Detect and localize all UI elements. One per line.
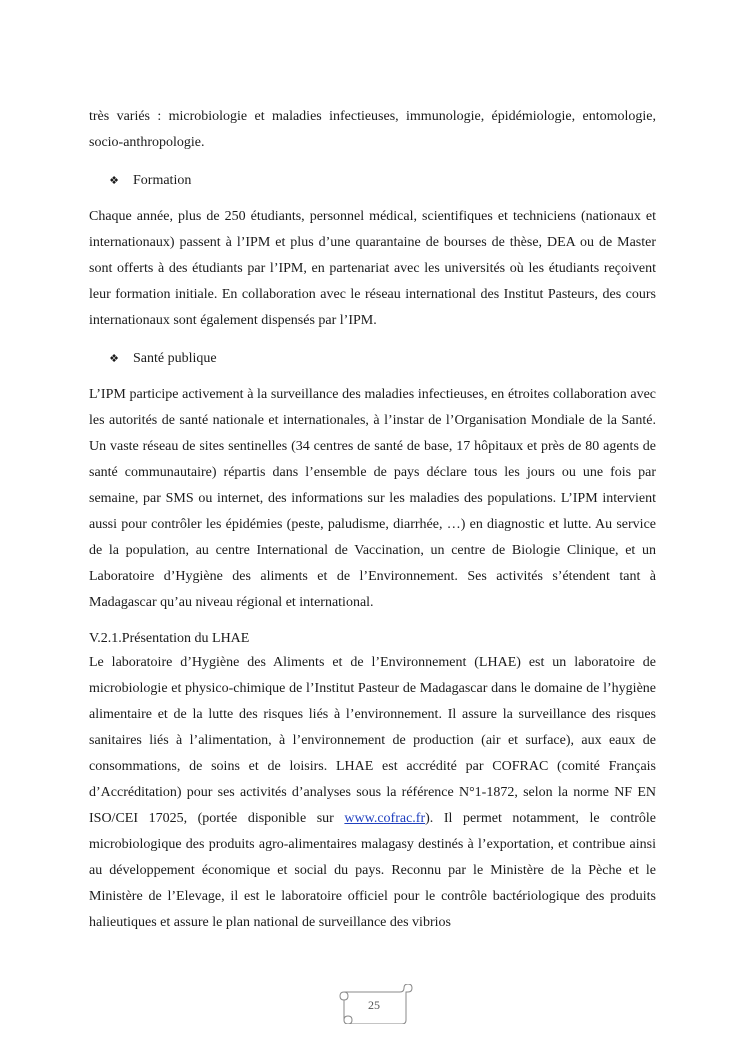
section-title-lhae: V.2.1.Présentation du LHAE xyxy=(89,631,250,646)
paragraph-research-areas: très variés : microbiologie et maladies infectieuses, immunologie, épidémiologie, entomologie, socio-anthropologie. xyxy=(89,109,656,150)
page-number: 25 xyxy=(368,998,380,1012)
bullet-sante-publique-label: Santé publique xyxy=(133,351,217,366)
document-body xyxy=(89,104,656,936)
paragraph-formation: Chaque année, plus de 250 étudiants, personnel médical, scientifiques et techniciens (nationaux et internationaux) passent à l’IPM et plus d’une quarantaine de bourses de thèse, DEA ou de Master sont offerts à des étudiants par l’IPM, en partenariat avec les universités où les étudiants reçoivent leur formation initiale. En collaboration avec le réseau international des Institut Pasteurs, des cours internationaux sont également dispensés par l’IPM. xyxy=(89,209,656,328)
paragraph-lhae-text-after-link: ). Il permet notamment, le contrôle microbiologique des produits agro-alimentaires malagasy destinés à l’exportation, et contribue ainsi au développement économique et social du pays. Reconnu par le Ministère de la Pèche et le Ministère de l’Elevage, il est le laboratoire officiel pour le contrôle bactériologique des produits halieutiques et assure le plan national de surveillance des vibrios xyxy=(89,811,656,930)
diamond-bullet-icon: ❖ xyxy=(109,174,119,187)
diamond-bullet-icon: ❖ xyxy=(109,352,119,365)
paragraph-lhae xyxy=(89,650,656,936)
bullet-sante-publique xyxy=(89,346,656,372)
paragraph-sante-publique: L’IPM participe activement à la surveillance des maladies infectieuses, en étroites collaboration avec les autorités de santé nationale et internationales, à l’instar de l’Organisation Mondiale de la Santé. Un vaste réseau de sites sentinelles (34 centres de santé de base, 17 hôpitaux et près de 80 agents de santé communautaire) répartis dans l’ensemble de pays déclare tous les jours ou une fois par semaine, par SMS ou internet, des informations sur les maladies des populations. L’IPM intervient aussi pour contrôler les épidémies (peste, paludisme, diarrhée, …) en diagnostic et lutte. Au service de la population, au centre International de Vaccination, un centre de Biologie Clinique, et un Laboratoire d’Hygiène des aliments et de l’Environnement. Ses activités s’étendent tant à Madagascar qu’au niveau régional et international. xyxy=(89,387,656,610)
cofrac-link[interactable]: www.cofrac.fr xyxy=(344,811,426,826)
bullet-formation-label: Formation xyxy=(133,173,192,188)
paragraph-lhae-text-before-link: Le laboratoire d’Hygiène des Aliments et de l’Environnement (LHAE) est un laboratoire de microbiologie et physico-chimique de l’Institut Pasteur de Madagascar dans le domaine de l’hygiène alimentaire et de la lutte des risques liés à l’environnement. Il assure la surveillance des risques sanitaires liés à l’alimentation, à l’environnement de production (air et surface), aux eaux de consommations, de soins et de loisirs. LHAE est accrédité par COFRAC (comité Français d’Accréditation) pour ses activités d’analyses sous la référence N°1-1872, selon la norme NF EN ISO/CEI 17025, (portée disponible sur xyxy=(89,655,656,826)
page-footer xyxy=(334,984,414,1024)
bullet-formation xyxy=(89,168,656,194)
